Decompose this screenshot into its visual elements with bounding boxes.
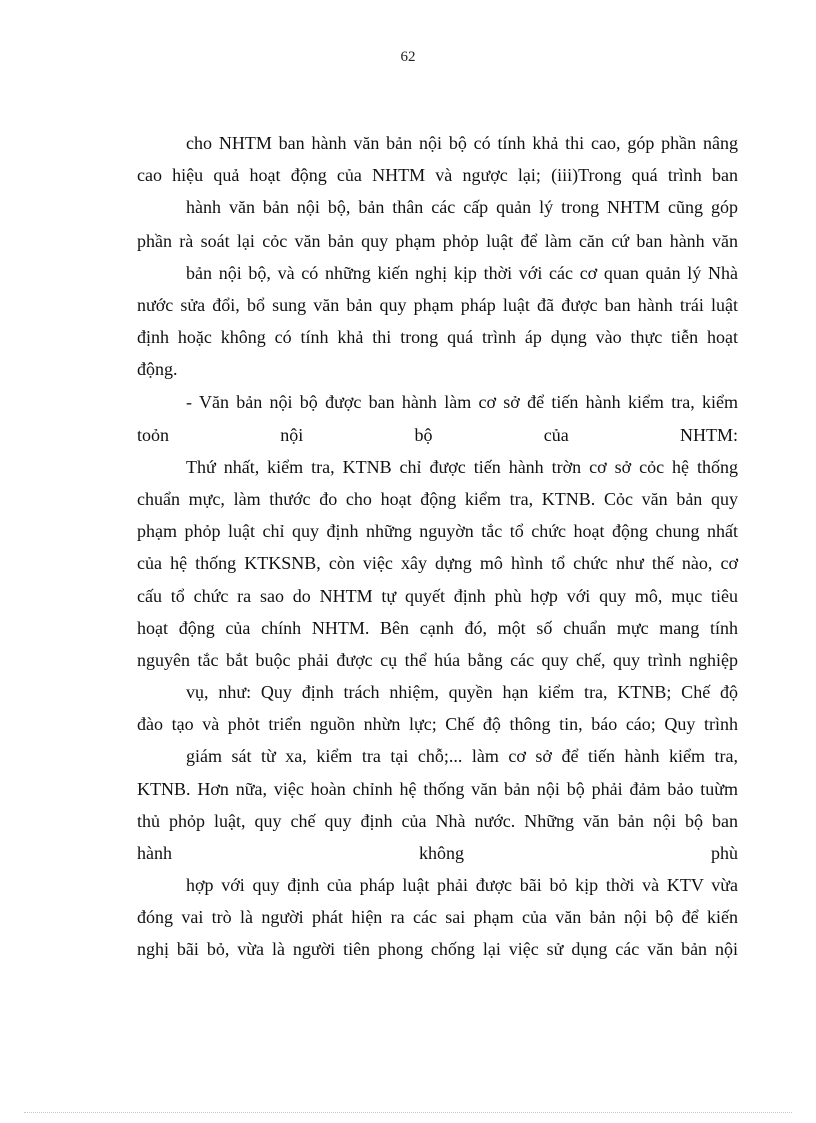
text-line-11: Thứ nhất, kiểm tra, KTNB chỉ được tiến hành trờn cơ sở cỏc hệ thống	[186, 457, 738, 477]
text-line-26: nghị bãi bỏ, vừa là người tiên phong chống lại việc sử dụng các văn bản nội	[137, 939, 738, 959]
page-number: 62	[400, 49, 416, 65]
page-bottom-border	[24, 1112, 792, 1113]
text-line-4: phần rà soát lại cỏc văn bản quy phạm phỏp luật để làm căn cứ ban hành văn	[137, 231, 738, 251]
text-line-2: cao hiệu quả hoạt động của NHTM và ngược lại; (iii)Trong quá trình ban	[137, 165, 738, 185]
text-line-6: nước sửa đổi, bổ sung văn bản quy phạm pháp luật đã được ban hành trái luật	[137, 295, 738, 315]
text-line-5: bản nội bộ, và có những kiến nghị kịp thời với các cơ quan quản lý Nhà	[186, 263, 738, 283]
text-line-3: hành văn bản nội bộ, bản thân các cấp quản lý trong NHTM cũng góp	[186, 197, 738, 217]
text-line-25: đóng vai trò là người phát hiện ra các sai phạm của văn bản nội bộ để kiến	[137, 907, 738, 927]
text-line-18: vụ, như: Quy định trách nhiệm, quyền hạn kiểm tra, KTNB; Chế độ	[186, 682, 738, 702]
text-line-7: định hoặc không có tính khả thi trong quá trình áp dụng vào thực tiễn hoạt	[137, 327, 738, 347]
text-line-21: KTNB. Hơn nữa, việc hoàn chỉnh hệ thống văn bản nội bộ phải đảm bảo tuừm	[137, 779, 738, 799]
text-line-13: phạm phỏp luật chỉ quy định những nguyờn tắc tổ chức hoạt động chung nhất	[137, 521, 738, 541]
text-line-17: nguyên tắc bắt buộc phải được cụ thể húa bằng các quy chế, quy trình nghiệp	[137, 650, 738, 670]
text-line-23: hành không phù	[137, 843, 738, 863]
text-line-10: toỏn nội bộ của NHTM:	[137, 425, 738, 445]
text-line-16: hoạt động của chính NHTM. Bên cạnh đó, một số chuẩn mực mang tính	[137, 618, 738, 638]
text-line-12: chuẩn mực, làm thước đo cho hoạt động kiểm tra, KTNB. Cỏc văn bản quy	[137, 489, 738, 509]
text-line-14: của hệ thống KTKSNB, còn việc xây dựng mô hình tổ chức như thế nào, cơ	[137, 553, 738, 573]
text-line-19: đào tạo và phỏt triển nguồn nhừn lực; Chế độ thông tin, báo cáo; Quy trình	[137, 714, 738, 734]
text-line-22: thủ phỏp luật, quy chế quy định của Nhà nước. Những văn bản nội bộ ban	[137, 811, 738, 831]
text-line-9: - Văn bản nội bộ được ban hành làm cơ sở để tiến hành kiểm tra, kiểm	[186, 392, 738, 412]
text-line-8: động.	[137, 359, 178, 379]
text-line-1: cho NHTM ban hành văn bản nội bộ có tính khả thi cao, góp phần nâng	[186, 133, 738, 153]
text-line-15: cấu tổ chức ra sao do NHTM tự quyết định phù hợp với quy mô, mục tiêu	[137, 586, 738, 606]
text-line-24: hợp với quy định của pháp luật phải được bãi bỏ kịp thời và KTV vừa	[186, 875, 738, 895]
text-line-20: giám sát từ xa, kiểm tra tại chỗ;... làm cơ sở để tiến hành kiểm tra,	[186, 746, 738, 766]
